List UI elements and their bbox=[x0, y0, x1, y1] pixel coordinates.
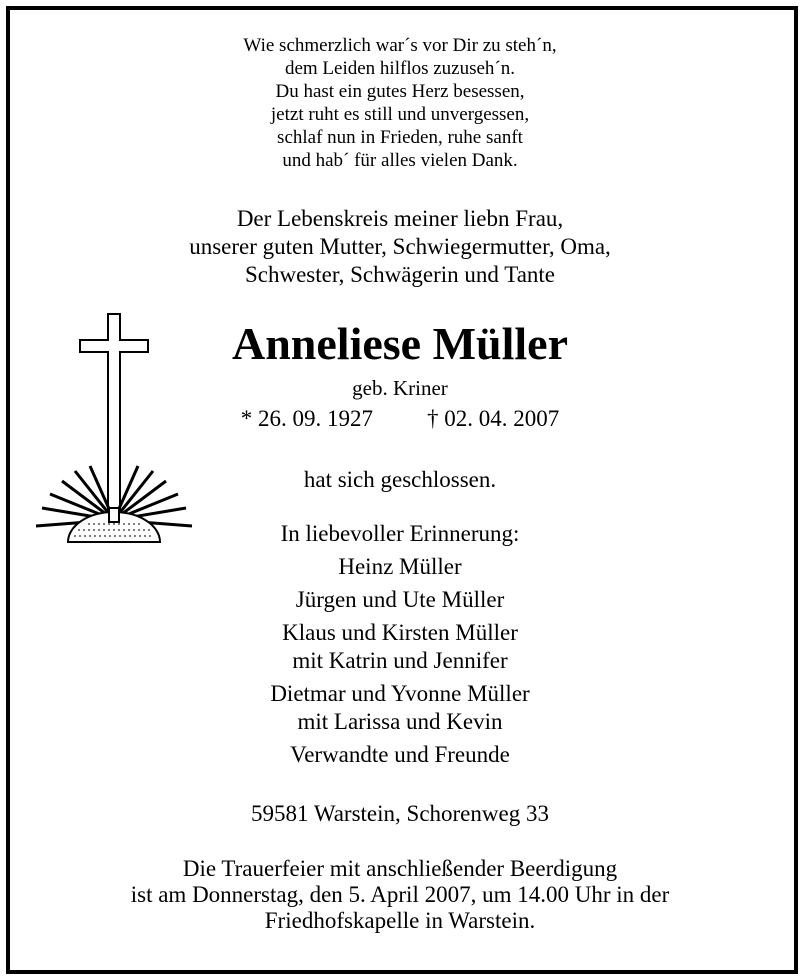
mourner-line: Heinz Müller bbox=[338, 554, 462, 579]
intro-line: unserer guten Mutter, Schwiegermutter, Oma, bbox=[189, 234, 611, 259]
mourner-group bbox=[0, 586, 800, 614]
mourner-group bbox=[0, 619, 800, 675]
funeral-notice bbox=[0, 856, 800, 934]
funeral-line: ist am Donnerstag, den 5. April 2007, um 14.00 Uhr in der bbox=[130, 882, 670, 907]
mourner-line: mit Larissa und Kevin bbox=[297, 709, 503, 734]
mourner-group bbox=[0, 553, 800, 581]
mourner-line: Klaus und Kirsten Müller bbox=[282, 620, 518, 645]
poem-line: und hab´ für alles vielen Dank. bbox=[282, 150, 518, 171]
deceased-name: Anneliese Müller bbox=[232, 318, 568, 369]
funeral-line: Die Trauerfeier mit anschließender Beerdigung bbox=[182, 856, 618, 881]
poem-line: jetzt ruht es still und unvergessen, bbox=[270, 104, 530, 125]
mourner-line: Dietmar und Yvonne Müller bbox=[270, 681, 530, 706]
poem-line: Wie schmerzlich war´s vor Dir zu steh´n, bbox=[243, 35, 557, 56]
maiden-name: geb. Kriner bbox=[352, 376, 448, 400]
mourner-line: Jürgen und Ute Müller bbox=[295, 587, 505, 612]
mourner-line: Verwandte und Freunde bbox=[290, 742, 510, 767]
poem bbox=[0, 34, 800, 172]
intro-line: Der Lebenskreis meiner liebn Frau, bbox=[236, 206, 564, 231]
closing-line: hat sich geschlossen. bbox=[303, 467, 497, 492]
birth-date: * 26. 09. 1927 bbox=[240, 406, 373, 431]
mourners bbox=[0, 520, 800, 774]
mourner-line: mit Katrin und Jennifer bbox=[292, 648, 508, 673]
family-address: 59581 Warstein, Schorenweg 33 bbox=[251, 801, 549, 826]
mourner-group bbox=[0, 680, 800, 736]
poem-line: dem Leiden hilflos zuzuseh´n. bbox=[284, 58, 516, 79]
death-date: † 02. 04. 2007 bbox=[427, 406, 560, 431]
life-dates bbox=[0, 405, 800, 433]
intro-text bbox=[0, 205, 800, 289]
mourner-group bbox=[0, 741, 800, 769]
poem-line: Du hast ein gutes Herz besessen, bbox=[275, 81, 525, 102]
funeral-line: Friedhofskapelle in Warstein. bbox=[264, 908, 536, 933]
poem-line: schlaf nun in Frieden, ruhe sanft bbox=[277, 127, 523, 148]
intro-line: Schwester, Schwägerin und Tante bbox=[244, 262, 556, 287]
mourners-heading: In liebevoller Erinnerung: bbox=[280, 521, 520, 546]
